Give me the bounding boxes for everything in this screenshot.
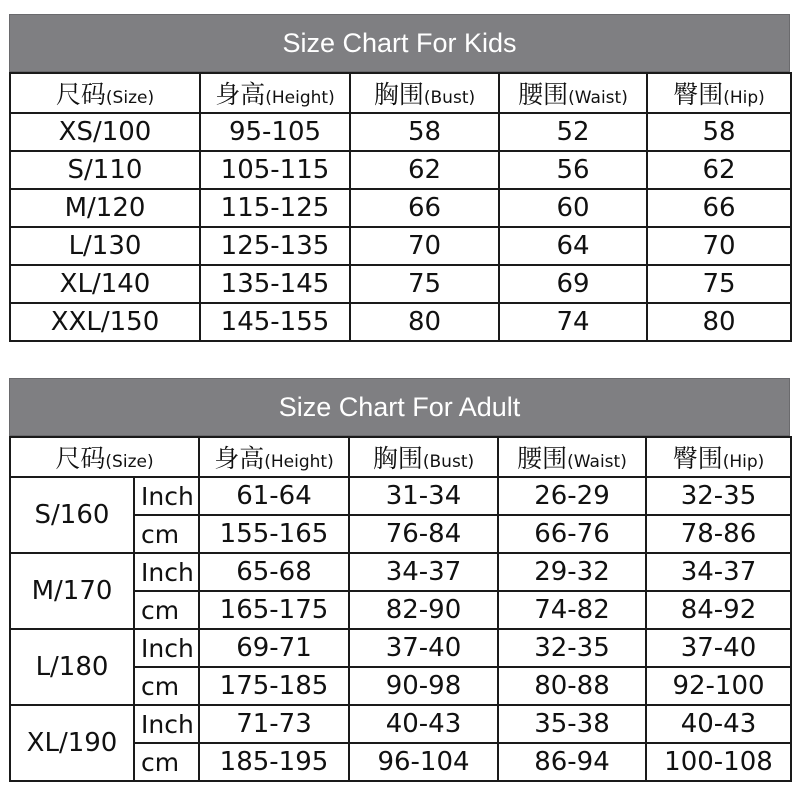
- kids-bust-cell: 70: [350, 227, 499, 265]
- adult-bust-cell: 82-90: [349, 591, 498, 629]
- adult-header-waist: 腰围(Waist): [498, 437, 646, 477]
- adult-height-cell: 155-165: [199, 515, 349, 553]
- kids-hip-cell: 58: [647, 113, 791, 151]
- kids-size-chart: [9, 14, 790, 342]
- kids-size-cell: XXL/150: [10, 303, 200, 341]
- adult-waist-cell: 74-82: [498, 591, 646, 629]
- kids-header-waist: 腰围(Waist): [499, 73, 647, 113]
- adult-hip-cell: 40-43: [646, 705, 791, 743]
- adult-waist-cell: 29-32: [498, 553, 646, 591]
- adult-bust-cell: 34-37: [349, 553, 498, 591]
- kids-header-bust: 胸围(Bust): [350, 73, 499, 113]
- adult-size-cell: L/180: [10, 629, 134, 705]
- adult-unit-cell: Inch: [134, 553, 199, 591]
- kids-height-cell: 125-135: [200, 227, 350, 265]
- adult-waist-cell: 80-88: [498, 667, 646, 705]
- kids-hip-cell: 62: [647, 151, 791, 189]
- adult-table-row: [10, 629, 791, 667]
- kids-height-cell: 105-115: [200, 151, 350, 189]
- kids-size-cell: XL/140: [10, 265, 200, 303]
- adult-bust-cell: 90-98: [349, 667, 498, 705]
- adult-header-bust: 胸围(Bust): [349, 437, 498, 477]
- kids-size-cell: M/120: [10, 189, 200, 227]
- adult-height-cell: 165-175: [199, 591, 349, 629]
- adult-unit-cell: Inch: [134, 477, 199, 515]
- adult-size-cell: S/160: [10, 477, 134, 553]
- adult-waist-cell: 35-38: [498, 705, 646, 743]
- adult-waist-cell: 66-76: [498, 515, 646, 553]
- adult-unit-cell: Inch: [134, 705, 199, 743]
- kids-hip-cell: 66: [647, 189, 791, 227]
- adult-waist-cell: 32-35: [498, 629, 646, 667]
- adult-unit-cell: Inch: [134, 629, 199, 667]
- kids-size-cell: XS/100: [10, 113, 200, 151]
- adult-unit-cell: cm: [134, 743, 199, 781]
- kids-waist-cell: 74: [499, 303, 647, 341]
- kids-header-height: 身高(Height): [200, 73, 350, 113]
- adult-hip-cell: 37-40: [646, 629, 791, 667]
- adult-bust-cell: 40-43: [349, 705, 498, 743]
- kids-size-cell: L/130: [10, 227, 200, 265]
- adult-size-chart: [9, 378, 790, 782]
- adult-bust-cell: 76-84: [349, 515, 498, 553]
- kids-hip-cell: 70: [647, 227, 791, 265]
- adult-waist-cell: 26-29: [498, 477, 646, 515]
- kids-table-row: [10, 189, 791, 227]
- kids-hip-cell: 75: [647, 265, 791, 303]
- kids-bust-cell: 75: [350, 265, 499, 303]
- kids-table-row: [10, 227, 791, 265]
- adult-bust-cell: 31-34: [349, 477, 498, 515]
- adult-header-hip: 臀围(Hip): [646, 437, 791, 477]
- adult-header-height: 身高(Height): [199, 437, 349, 477]
- adult-height-cell: 61-64: [199, 477, 349, 515]
- adult-size-cell: XL/190: [10, 705, 134, 781]
- adult-chart-title: Size Chart For Adult: [9, 378, 790, 436]
- kids-waist-cell: 56: [499, 151, 647, 189]
- kids-height-cell: 95-105: [200, 113, 350, 151]
- kids-table-row: [10, 151, 791, 189]
- kids-table-row: [10, 303, 791, 341]
- adult-hip-cell: 78-86: [646, 515, 791, 553]
- adult-height-cell: 69-71: [199, 629, 349, 667]
- kids-header-size: 尺码(Size): [10, 73, 200, 113]
- adult-header-size: 尺码(Size): [10, 437, 199, 477]
- kids-size-table: [9, 72, 792, 342]
- kids-height-cell: 145-155: [200, 303, 350, 341]
- adult-height-cell: 71-73: [199, 705, 349, 743]
- adult-header-row: [10, 437, 791, 477]
- adult-bust-cell: 37-40: [349, 629, 498, 667]
- kids-chart-title: Size Chart For Kids: [9, 14, 790, 72]
- adult-size-table: [9, 436, 792, 782]
- adult-unit-cell: cm: [134, 591, 199, 629]
- kids-bust-cell: 58: [350, 113, 499, 151]
- adult-unit-cell: cm: [134, 667, 199, 705]
- kids-size-cell: S/110: [10, 151, 200, 189]
- kids-bust-cell: 80: [350, 303, 499, 341]
- kids-height-cell: 135-145: [200, 265, 350, 303]
- adult-bust-cell: 96-104: [349, 743, 498, 781]
- adult-hip-cell: 92-100: [646, 667, 791, 705]
- kids-waist-cell: 60: [499, 189, 647, 227]
- adult-height-cell: 65-68: [199, 553, 349, 591]
- adult-hip-cell: 84-92: [646, 591, 791, 629]
- adult-size-cell: M/170: [10, 553, 134, 629]
- kids-bust-cell: 62: [350, 151, 499, 189]
- kids-height-cell: 115-125: [200, 189, 350, 227]
- adult-height-cell: 175-185: [199, 667, 349, 705]
- adult-table-row: [10, 553, 791, 591]
- kids-header-row: [10, 73, 791, 113]
- adult-unit-cell: cm: [134, 515, 199, 553]
- kids-table-row: [10, 113, 791, 151]
- adult-hip-cell: 34-37: [646, 553, 791, 591]
- adult-hip-cell: 100-108: [646, 743, 791, 781]
- adult-table-row: [10, 477, 791, 515]
- kids-table-row: [10, 265, 791, 303]
- kids-header-hip: 臀围(Hip): [647, 73, 791, 113]
- kids-bust-cell: 66: [350, 189, 499, 227]
- adult-hip-cell: 32-35: [646, 477, 791, 515]
- kids-waist-cell: 69: [499, 265, 647, 303]
- kids-hip-cell: 80: [647, 303, 791, 341]
- adult-table-row: [10, 705, 791, 743]
- adult-waist-cell: 86-94: [498, 743, 646, 781]
- kids-waist-cell: 52: [499, 113, 647, 151]
- kids-waist-cell: 64: [499, 227, 647, 265]
- adult-height-cell: 185-195: [199, 743, 349, 781]
